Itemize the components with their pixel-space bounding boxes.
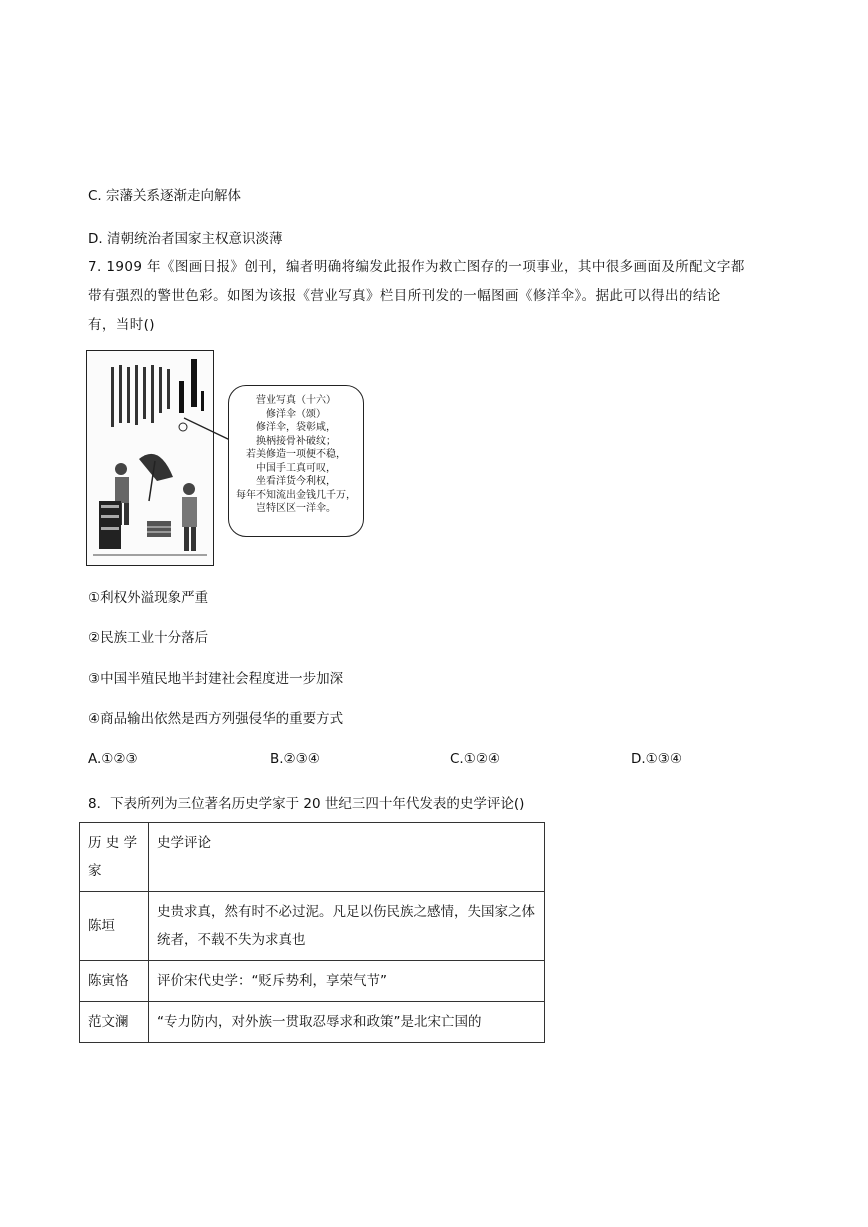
- choice-c[interactable]: C.①②④: [450, 751, 501, 767]
- question-8-stem: 8．下表所列为三位著名历史学家于 20 世纪三四十年代发表的史学评论(): [88, 796, 525, 812]
- statement-1: ①利权外溢现象严重: [88, 590, 209, 606]
- table-cell-comment: 评价宋代史学：“贬斥势利，享荣气节”: [149, 961, 545, 1002]
- table-header-cell: 史学评论: [149, 823, 545, 892]
- table-row: [80, 892, 545, 961]
- answer-choices: [88, 751, 728, 771]
- statement-2: ②民族工业十分落后: [88, 630, 209, 646]
- bubble-line: 修洋伞，袋彰咸，: [256, 422, 336, 433]
- table-row: [80, 961, 545, 1002]
- table-cell-comment: “专力防内，对外族一贯取忍辱求和政策”是北宋亡国的: [149, 1002, 545, 1043]
- table-header-cell: 历 史 学家: [80, 823, 149, 892]
- historians-table: [79, 822, 545, 1043]
- statement-4: ④商品输出依然是西方列强侵华的重要方式: [88, 711, 344, 727]
- bubble-line: 岂特区区一洋伞。: [256, 503, 336, 514]
- table-header-row: [80, 823, 545, 892]
- choice-a[interactable]: A.①②③: [88, 751, 138, 767]
- question-7-stem: [88, 253, 788, 340]
- question-7-line: 有，当时(): [88, 317, 155, 333]
- bubble-line: 营业写真（十六）: [256, 395, 336, 406]
- bubble-line: 中国手工真可叹，: [256, 462, 336, 474]
- choice-d[interactable]: D.①③④: [631, 751, 682, 767]
- option-d: D. 清朝统治者国家主权意识淡薄: [88, 231, 283, 247]
- question-7-line: 带有强烈的警世色彩。如图为该报《营业写真》栏目所刊发的一幅图画《修洋伞》。据此可以得出的结论: [88, 288, 721, 304]
- table-cell-comment: 史贵求真，然有时不必过泥。凡足以伤民族之感情，失国家之体统者，不载不失为求真也: [149, 892, 545, 961]
- speech-bubble: [228, 385, 364, 537]
- option-c: C. 宗藩关系逐渐走向解体: [88, 188, 242, 204]
- table-cell-historian: 陈垣: [80, 892, 149, 961]
- bubble-line: 每年不知流出金钱几千万，: [236, 489, 356, 501]
- bubble-line: 若美修造一项便不稳，: [246, 449, 346, 460]
- figure-vertical-sub: [87, 351, 88, 352]
- illustration-drawing: [87, 351, 213, 565]
- bubble-line: 坐看洋货今利权，: [256, 476, 336, 487]
- table-cell-historian: 范文澜: [80, 1002, 149, 1043]
- illustration-repair-umbrella: [86, 350, 214, 566]
- bubble-line: 换柄接骨补破纹；: [256, 435, 336, 447]
- bubble-line: 修洋伞（颂）: [266, 408, 326, 420]
- statement-3: ③中国半殖民地半封建社会程度进一步加深: [88, 671, 344, 687]
- question-7-line: 7. 1909 年《图画日报》创刊，编者明确将编发此报作为救亡图存的一项事业，其中很多画面及所配文字都: [88, 259, 745, 275]
- table-row: [80, 1002, 545, 1043]
- table-cell-historian: 陈寅恪: [80, 961, 149, 1002]
- choice-b[interactable]: B.②③④: [270, 751, 320, 767]
